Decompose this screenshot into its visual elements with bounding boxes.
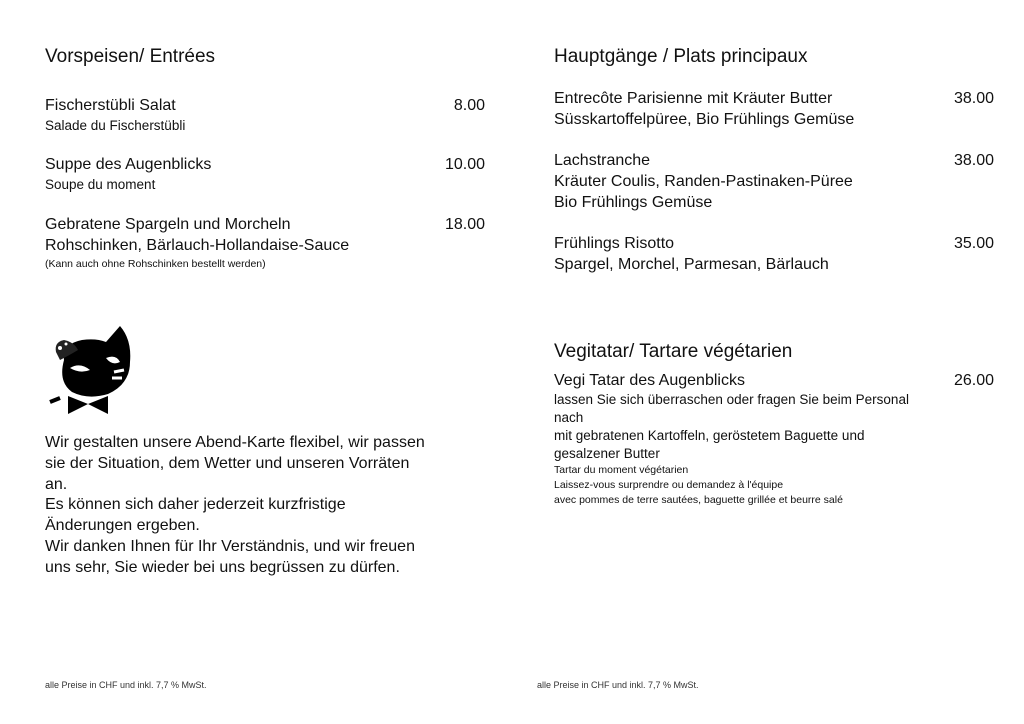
cat-logo [44,322,136,418]
item-price: 10.00 [444,156,485,173]
item-description: nach [554,410,584,425]
item-description: gesalzener Butter [554,446,660,461]
item-description-fr: avec pommes de terre sautées, baguette grillée et beurre salé [554,494,843,506]
item-description-fr: Tartar du moment végétarien [554,464,689,476]
item-subtitle: Salade du Fischerstübli [45,118,186,133]
notice-line: an. [45,476,68,493]
item-description: Bio Frühlings Gemüse [554,194,713,211]
item-price: 8.00 [453,97,485,114]
item-description: Rohschinken, Bärlauch-Hollandaise-Sauce [45,237,350,254]
item-description: Spargel, Morchel, Parmesan, Bärlauch [554,256,829,273]
price-footnote: alle Preise in CHF und inkl. 7,7 % MwSt. [537,680,699,690]
starters-title: Vorspeisen/ Entrées [45,46,216,67]
item-description: mit gebratenen Kartoffeln, geröstetem Baguette und [554,428,865,443]
item-name: Lachstranche [554,152,651,169]
item-name: Entrecôte Parisienne mit Kräuter Butter [554,90,833,107]
item-price: 35.00 [953,235,994,252]
mains-title: Hauptgänge / Plats principaux [554,46,808,67]
item-description: Kräuter Coulis, Randen-Pastinaken-Püree [554,173,853,190]
notice-line: Es können sich daher jederzeit kurzfristige [45,496,346,513]
item-price: 38.00 [953,152,994,169]
item-description-fr: Laissez-vous surprendre ou demandez à l'équipe [554,479,784,491]
vegetarian-title: Vegitatar/ Tartare végétarien [554,341,793,362]
item-description: Süsskartoffelpüree, Bio Frühlings Gemüse [554,111,855,128]
item-name: Vegi Tatar des Augenblicks [554,372,745,389]
item-name: Frühlings Risotto [554,235,675,252]
item-description: lassen Sie sich überraschen oder fragen Sie beim Personal [554,392,909,407]
item-name: Gebratene Spargeln und Morcheln [45,216,291,233]
item-note: (Kann auch ohne Rohschinken bestellt werden) [45,258,266,270]
item-price: 26.00 [953,372,994,389]
notice-line: uns sehr, Sie wieder bei uns begrüssen zu dürfen. [45,559,400,576]
price-footnote: alle Preise in CHF und inkl. 7,7 % MwSt. [45,680,207,690]
notice-line: Wir danken Ihnen für Ihr Verständnis, und wir freuen [45,538,415,555]
item-name: Fischerstübli Salat [45,97,176,114]
notice-line: Änderungen ergeben. [45,517,200,534]
notice-line: sie der Situation, dem Wetter und unseren Vorräten [45,455,410,472]
item-subtitle: Soupe du moment [45,177,156,192]
item-name: Suppe des Augenblicks [45,156,212,173]
notice-line: Wir gestalten unsere Abend-Karte flexibel, wir passen [45,434,425,451]
item-price: 38.00 [953,90,994,107]
item-price: 18.00 [444,216,485,233]
